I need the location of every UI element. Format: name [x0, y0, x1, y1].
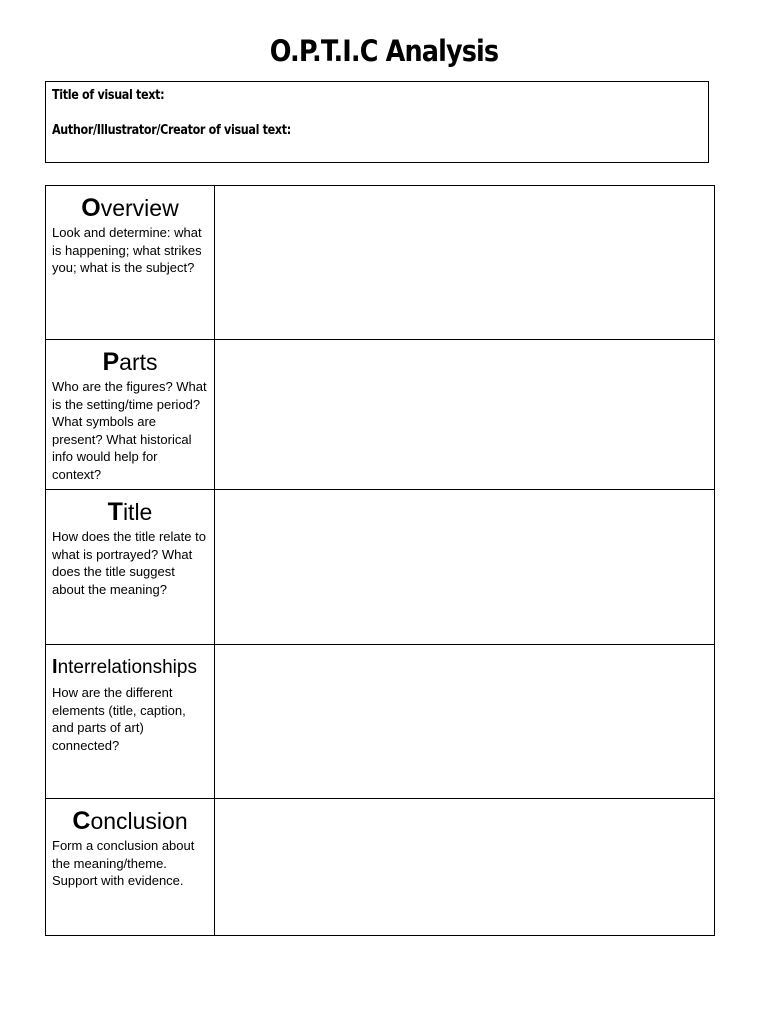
overview-heading — [52, 194, 208, 222]
overview-prompt: Look and determine: what is happening; what strikes you; what is the subject? — [52, 225, 202, 276]
conclusion-prompt: Form a conclusion about the meaning/theme. Support with evidence. — [52, 838, 195, 889]
title-prompt: How does the title relate to what is portrayed? What does the title suggest about the meaning? — [52, 529, 206, 597]
parts-answer-cell[interactable] — [215, 340, 715, 490]
interrelationships-initial: I — [52, 656, 58, 678]
interrelationships-label-cell — [46, 645, 215, 799]
interrelationships-heading — [52, 653, 208, 682]
title-of-visual-text-label[interactable]: Title of visual text: — [52, 88, 165, 103]
parts-prompt: Who are the figures? What is the setting/time period? What symbols are present? What historical info would help for context? — [52, 379, 207, 482]
overview-row — [46, 186, 715, 340]
conclusion-initial: C — [72, 807, 91, 835]
title-row — [46, 490, 715, 645]
interrelationships-prompt: How are the different elements (title, caption, and parts of art) connected? — [52, 685, 186, 753]
conclusion-answer-cell[interactable] — [215, 799, 715, 936]
overview-answer-cell[interactable] — [215, 186, 715, 340]
interrelationships-heading-rest: nterrelationships — [57, 657, 197, 678]
parts-initial: P — [102, 348, 120, 376]
overview-initial: O — [81, 194, 101, 222]
parts-label-cell — [46, 340, 215, 490]
title-heading-rest: itle — [122, 499, 153, 525]
title-initial: T — [107, 498, 123, 526]
parts-heading — [52, 348, 208, 376]
author-of-visual-text-label[interactable]: Author/Illustrator/Creator of visual text: — [52, 123, 291, 138]
optic-table — [45, 185, 715, 936]
interrelationships-row — [46, 645, 715, 799]
overview-heading-rest: verview — [100, 195, 179, 221]
conclusion-heading-rest: onclusion — [90, 808, 188, 834]
parts-heading-rest: arts — [119, 349, 158, 375]
title-answer-cell[interactable] — [215, 490, 715, 645]
interrelationships-answer-cell[interactable] — [215, 645, 715, 799]
conclusion-label-cell — [46, 799, 215, 936]
conclusion-heading — [52, 807, 208, 835]
visual-text-info-box — [45, 81, 709, 163]
overview-label-cell — [46, 186, 215, 340]
page-title: O.P.T.I.C Analysis — [269, 34, 499, 68]
title-heading — [52, 498, 208, 526]
title-label-cell — [46, 490, 215, 645]
conclusion-row — [46, 799, 715, 936]
parts-row — [46, 340, 715, 490]
